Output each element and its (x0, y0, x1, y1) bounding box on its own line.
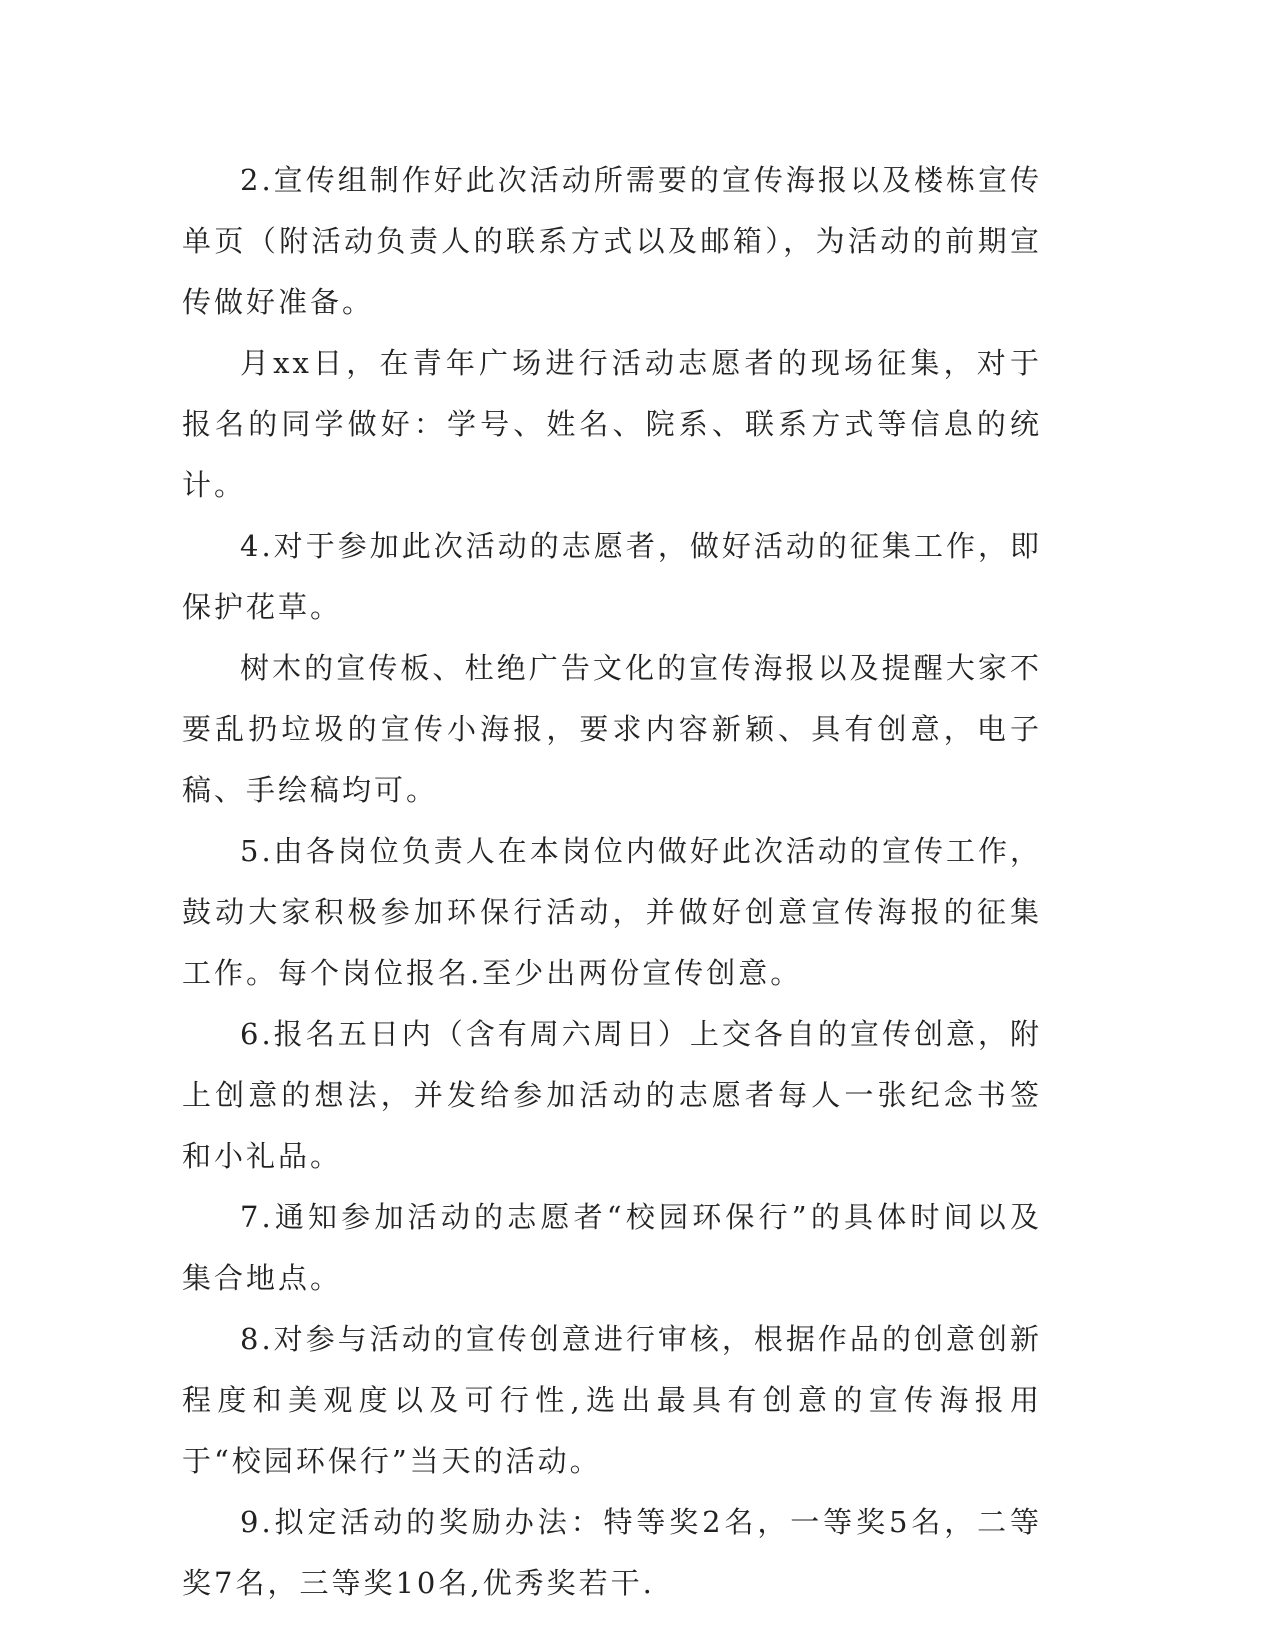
paragraph-item-8: 8.对参与活动的宣传创意进行审核，根据作品的创意创新程度和美观度以及可行性,选出最具有创意的宣传海报用于“校园环保行”当天的活动。 (182, 1322, 1042, 1478)
paragraph-item-2: 2.宣传组制作好此次活动所需要的宣传海报以及楼栋宣传单页（附活动负责人的联系方式以及邮箱），为活动的前期宣传做好准备。 (182, 163, 1042, 319)
paragraph-item-6: 6.报名五日内（含有周六周日）上交各自的宣传创意，附上创意的想法，并发给参加活动的志愿者每人一张纪念书签和小礼品。 (182, 1017, 1042, 1173)
paragraph-item-7: 7.通知参加活动的志愿者“校园环保行”的具体时间以及集合地点。 (182, 1200, 1042, 1295)
paragraph-poster-requirements: 树木的宣传板、杜绝广告文化的宣传海报以及提醒大家不要乱扔垃圾的宣传小海报，要求内容新颖、具有创意，电子稿、手绘稿均可。 (182, 651, 1042, 807)
paragraph-item-5: 5.由各岗位负责人在本岗位内做好此次活动的宣传工作，鼓动大家积极参加环保行活动，并做好创意宣传海报的征集工作。每个岗位报名.至少出两份宣传创意。 (182, 834, 1042, 990)
paragraph-date-registration: 月xx日，在青年广场进行活动志愿者的现场征集，对于报名的同学做好：学号、姓名、院系、联系方式等信息的统计。 (182, 346, 1042, 502)
paragraph-item-9: 9.拟定活动的奖励办法：特等奖2名，一等奖5名，二等奖7名，三等奖10名,优秀奖若干. (182, 1505, 1042, 1600)
document-body (182, 150, 1042, 1614)
paragraph-item-4: 4.对于参加此次活动的志愿者，做好活动的征集工作，即保护花草。 (182, 529, 1042, 624)
